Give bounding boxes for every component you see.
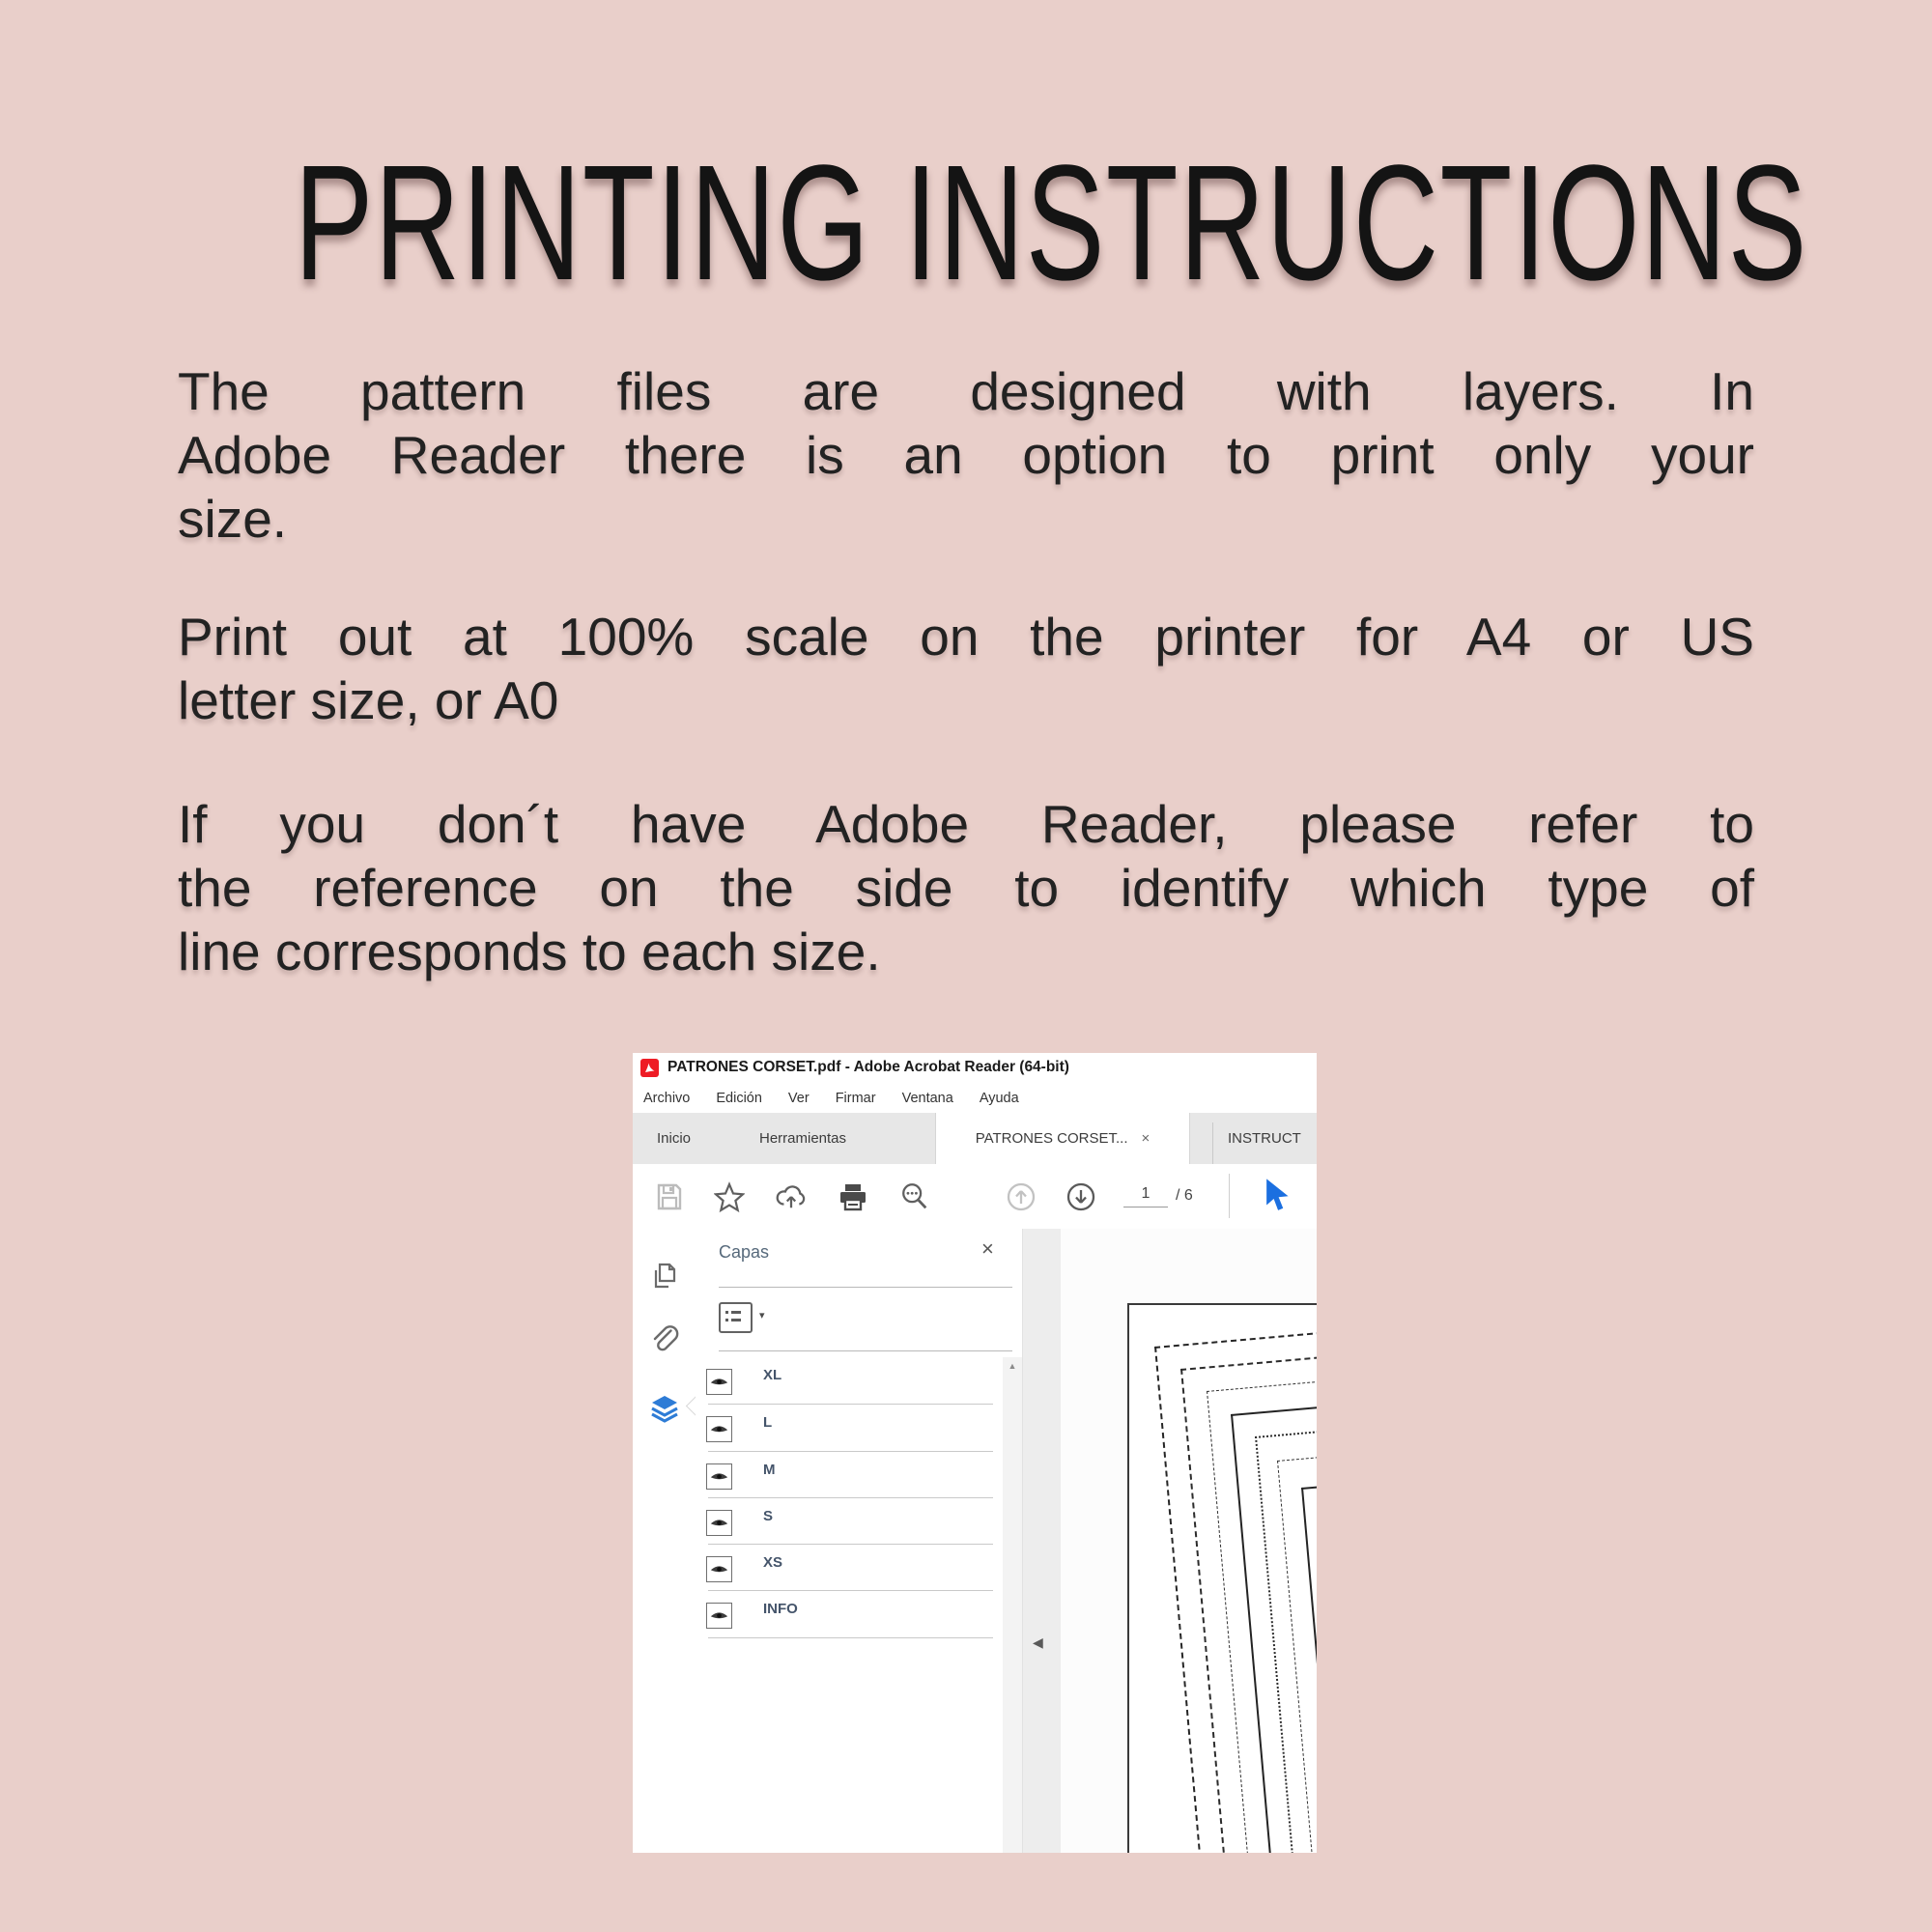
scroll-up-icon[interactable]: ▲ (1008, 1361, 1017, 1371)
paragraph-line: the reference on the side to identify which type of (178, 858, 1754, 918)
cloud-upload-icon[interactable] (776, 1181, 807, 1212)
paragraph-line: If you don´t have Adobe Reader, please refer to (178, 794, 1754, 854)
chevron-down-icon[interactable]: ▾ (759, 1310, 765, 1321)
layer-visibility-toggle[interactable] (706, 1556, 732, 1582)
collapse-panel-icon[interactable]: ◀ (1033, 1634, 1043, 1650)
tab-instructions[interactable]: INSTRUCT (1228, 1130, 1301, 1147)
layer-row-xl[interactable] (696, 1357, 1003, 1404)
layer-row-m[interactable] (696, 1452, 1003, 1498)
attachments-icon[interactable] (649, 1324, 680, 1355)
paragraph-reference (178, 792, 1754, 983)
layer-label: XS (763, 1553, 783, 1571)
tab-active-label: PATRONES CORSET... (975, 1130, 1128, 1147)
panel-collapse-strip[interactable] (1022, 1229, 1062, 1853)
print-icon[interactable] (838, 1181, 868, 1212)
row-separator (708, 1637, 993, 1638)
zoom-search-icon[interactable] (899, 1181, 930, 1212)
toolbar (633, 1164, 1317, 1230)
layer-visibility-toggle[interactable] (706, 1603, 732, 1629)
tab-inicio[interactable]: Inicio (657, 1130, 692, 1147)
page-total-label: / 6 (1176, 1187, 1193, 1204)
layers-panel-title: Capas (719, 1242, 770, 1262)
layer-label: XL (763, 1367, 782, 1383)
tab-close-icon[interactable]: × (1141, 1130, 1151, 1147)
window-titlebar (633, 1053, 1317, 1084)
menu-bar (633, 1084, 1317, 1113)
adobe-reader-icon (640, 1059, 659, 1077)
layer-row-info[interactable] (696, 1591, 1003, 1637)
eye-icon (710, 1377, 728, 1387)
menu-ventana[interactable]: Ventana (901, 1091, 953, 1106)
panel-close-icon[interactable]: × (981, 1236, 994, 1261)
acrobat-screenshot (633, 1053, 1317, 1853)
workspace (633, 1229, 1317, 1853)
panel-divider (719, 1350, 1012, 1351)
layer-row-l[interactable] (696, 1405, 1003, 1451)
eye-icon (710, 1424, 728, 1435)
next-page-icon[interactable] (1065, 1181, 1096, 1212)
panel-divider (719, 1287, 1012, 1288)
layer-row-s[interactable] (696, 1498, 1003, 1545)
paragraph-line: letter size, or A0 (178, 670, 559, 730)
layer-visibility-toggle[interactable] (706, 1463, 732, 1490)
layer-options-button[interactable] (719, 1302, 753, 1333)
document-view (1061, 1229, 1317, 1853)
layer-label: L (763, 1413, 773, 1431)
previous-page-icon[interactable] (1006, 1181, 1037, 1212)
menu-edicion[interactable]: Edición (716, 1091, 762, 1106)
window-title: PATRONES CORSET.pdf - Adobe Acrobat Reader (64-bit) (668, 1059, 1069, 1075)
navigation-rail (633, 1229, 696, 1853)
pdf-page (1127, 1303, 1317, 1853)
tab-divider (1212, 1122, 1213, 1164)
eye-icon (710, 1518, 728, 1528)
mouse-cursor-icon (1261, 1178, 1293, 1214)
layers-panel (696, 1229, 1022, 1853)
toolbar-separator (1229, 1174, 1230, 1218)
layer-label: S (763, 1507, 774, 1524)
layer-visibility-toggle[interactable] (706, 1369, 732, 1395)
eye-icon (710, 1471, 728, 1482)
layer-label: M (763, 1461, 776, 1478)
layers-icon[interactable] (649, 1394, 680, 1425)
instructions-text (178, 359, 1754, 1037)
paragraph-line: size. (178, 489, 288, 549)
page-number-input[interactable]: 1 (1123, 1185, 1168, 1208)
menu-firmar[interactable]: Firmar (835, 1091, 876, 1106)
paragraph-scale (178, 605, 1754, 732)
page-title: PRINTING INSTRUCTIONS (294, 131, 1808, 315)
eye-icon (710, 1564, 728, 1575)
layer-visibility-toggle[interactable] (706, 1416, 732, 1442)
tab-herramientas[interactable]: Herramientas (759, 1130, 847, 1147)
tab-bar (633, 1113, 1317, 1164)
paragraph-line: Print out at 100% scale on the printer for A4 or US (178, 607, 1754, 667)
paragraph-line: Adobe Reader there is an option to print only your (178, 425, 1754, 485)
paragraph-line: line corresponds to each size. (178, 922, 881, 981)
menu-ver[interactable]: Ver (787, 1091, 810, 1106)
page-thumbnails-icon[interactable] (649, 1261, 680, 1292)
paragraph-layers (178, 359, 1754, 551)
tab-patrones-corset-active[interactable] (935, 1113, 1190, 1164)
layer-label: INFO (763, 1600, 798, 1617)
menu-archivo[interactable]: Archivo (643, 1091, 691, 1106)
menu-ayuda[interactable]: Ayuda (979, 1091, 1019, 1106)
save-icon[interactable] (654, 1181, 685, 1212)
layer-visibility-toggle[interactable] (706, 1510, 732, 1536)
eye-icon (710, 1610, 728, 1621)
layer-row-xs[interactable] (696, 1545, 1003, 1591)
panel-scrollbar[interactable] (1003, 1357, 1022, 1853)
paragraph-line: The pattern files are designed with layers. In (178, 361, 1754, 421)
star-icon[interactable] (714, 1181, 745, 1212)
